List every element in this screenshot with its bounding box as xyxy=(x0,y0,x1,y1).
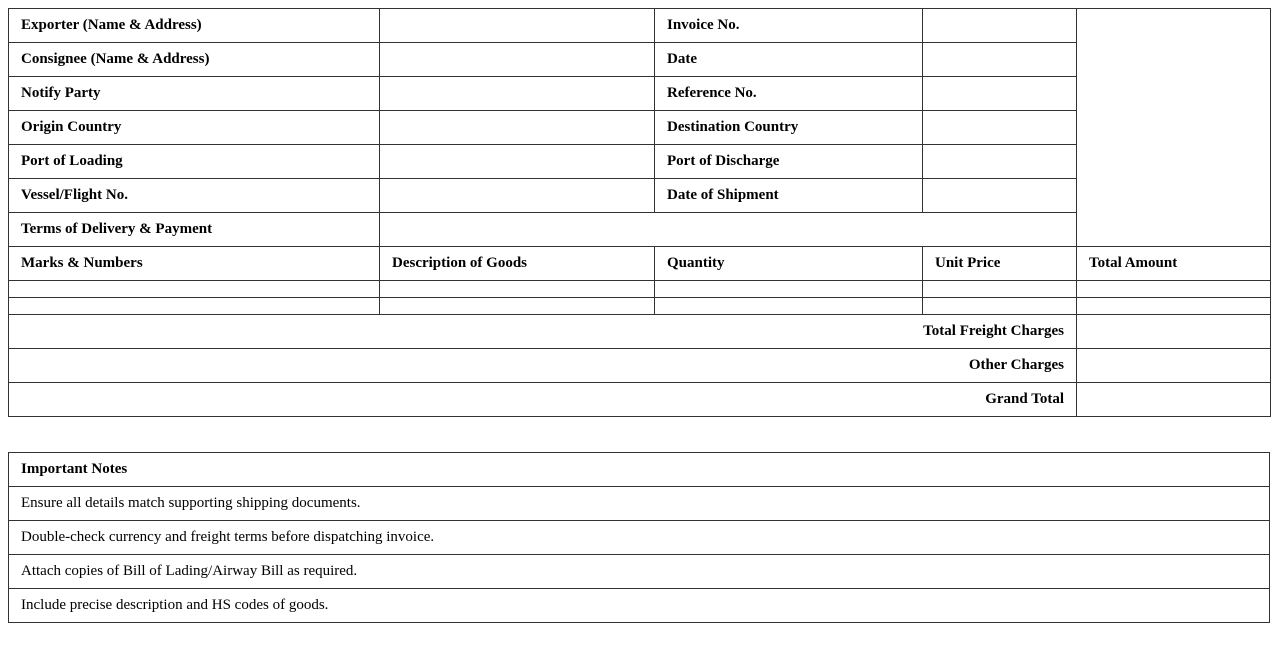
terms-label: Terms of Delivery & Payment xyxy=(9,213,380,247)
marks-cell[interactable] xyxy=(9,298,380,315)
field-row xyxy=(9,9,1271,43)
header-description: Description of Goods xyxy=(380,247,655,281)
description-cell[interactable] xyxy=(380,298,655,315)
total-freight-label: Total Freight Charges xyxy=(9,315,1077,349)
destination-country-field[interactable] xyxy=(923,111,1077,145)
port-of-loading-field[interactable] xyxy=(380,145,655,179)
marks-cell[interactable] xyxy=(9,281,380,298)
date-of-shipment-field[interactable] xyxy=(923,179,1077,213)
logo-area xyxy=(1077,9,1271,247)
description-cell[interactable] xyxy=(380,281,655,298)
invoice-no-label: Invoice No. xyxy=(655,9,923,43)
unit-price-cell[interactable] xyxy=(923,298,1077,315)
note-item: Attach copies of Bill of Lading/Airway Bill as required. xyxy=(9,555,1270,589)
date-field[interactable] xyxy=(923,43,1077,77)
quantity-cell[interactable] xyxy=(655,298,923,315)
notify-party-field[interactable] xyxy=(380,77,655,111)
table-row xyxy=(9,298,1271,315)
notes-title: Important Notes xyxy=(9,453,1270,487)
date-label: Date xyxy=(655,43,923,77)
total-amount-cell[interactable] xyxy=(1077,281,1271,298)
port-of-discharge-field[interactable] xyxy=(923,145,1077,179)
header-quantity: Quantity xyxy=(655,247,923,281)
invoice-no-field[interactable] xyxy=(923,9,1077,43)
note-item: Include precise description and HS codes of goods. xyxy=(9,589,1270,623)
note-item: Double-check currency and freight terms before dispatching invoice. xyxy=(9,521,1270,555)
other-charges-label: Other Charges xyxy=(9,349,1077,383)
consignee-label: Consignee (Name & Address) xyxy=(9,43,380,77)
grand-total-field[interactable] xyxy=(1077,383,1271,417)
grand-total-label: Grand Total xyxy=(9,383,1077,417)
totals-row xyxy=(9,383,1271,417)
table-row xyxy=(9,281,1271,298)
reference-no-label: Reference No. xyxy=(655,77,923,111)
other-charges-field[interactable] xyxy=(1077,349,1271,383)
note-item: Ensure all details match supporting shipping documents. xyxy=(9,487,1270,521)
port-of-loading-label: Port of Loading xyxy=(9,145,380,179)
vessel-flight-field[interactable] xyxy=(380,179,655,213)
header-unit-price: Unit Price xyxy=(923,247,1077,281)
port-of-discharge-label: Port of Discharge xyxy=(655,145,923,179)
consignee-field[interactable] xyxy=(380,43,655,77)
total-amount-cell[interactable] xyxy=(1077,298,1271,315)
notify-party-label: Notify Party xyxy=(9,77,380,111)
notes-table xyxy=(8,452,1270,623)
goods-header-row xyxy=(9,247,1271,281)
exporter-label: Exporter (Name & Address) xyxy=(9,9,380,43)
invoice-table xyxy=(8,8,1271,417)
header-marks-numbers: Marks & Numbers xyxy=(9,247,380,281)
origin-country-label: Origin Country xyxy=(9,111,380,145)
header-total-amount: Total Amount xyxy=(1077,247,1271,281)
totals-row xyxy=(9,349,1271,383)
origin-country-field[interactable] xyxy=(380,111,655,145)
totals-row xyxy=(9,315,1271,349)
vessel-flight-label: Vessel/Flight No. xyxy=(9,179,380,213)
reference-no-field[interactable] xyxy=(923,77,1077,111)
destination-country-label: Destination Country xyxy=(655,111,923,145)
total-freight-field[interactable] xyxy=(1077,315,1271,349)
exporter-field[interactable] xyxy=(380,9,655,43)
date-of-shipment-label: Date of Shipment xyxy=(655,179,923,213)
terms-field[interactable] xyxy=(380,213,1077,247)
quantity-cell[interactable] xyxy=(655,281,923,298)
unit-price-cell[interactable] xyxy=(923,281,1077,298)
